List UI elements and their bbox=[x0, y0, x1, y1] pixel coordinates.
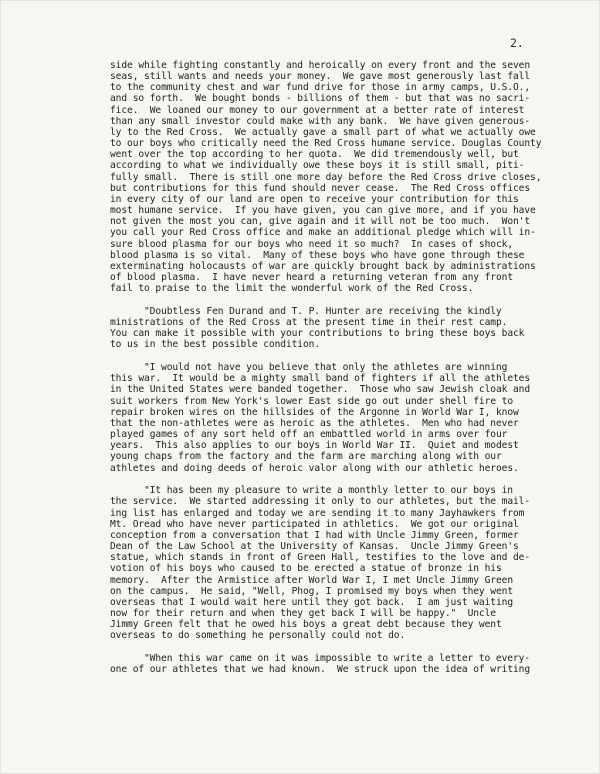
document-body bbox=[110, 60, 542, 676]
text-line: than any small investor could make with any bank. We have given generous- bbox=[110, 115, 531, 127]
text-line: ministrations of the Red Cross at the present time in their rest camp. bbox=[110, 317, 508, 329]
text-line: to us in the best possible condition. bbox=[110, 339, 321, 351]
text-line: "Doubtless Fen Durand and T. P. Hunter are receiving the kindly bbox=[144, 305, 502, 317]
text-line: blood plasma is so vital. Many of these boys who have gone through these bbox=[110, 249, 525, 261]
text-line: athletes and doing deeds of heroic valor along with our athletic heroes. bbox=[110, 462, 519, 474]
text-line: most humane service. If you have given, you can give more, and if you have bbox=[110, 205, 536, 217]
paragraph bbox=[110, 306, 530, 351]
text-line: you call your Red Cross office and make an additional pledge which will in- bbox=[110, 227, 536, 239]
text-line: votion of his boys who caused to be erected a statue of bronze in his bbox=[110, 563, 502, 575]
text-line: ly to the Red Cross. We actually gave a small part of what we actually owe bbox=[110, 126, 536, 138]
text-line: overseas that I would wait here until they got back. I am just waiting bbox=[110, 596, 513, 608]
text-line: You can make it possible with your contributions to bring these boys back bbox=[110, 328, 525, 340]
text-line: in the United States were banded together. Those who saw Jewish cloak and bbox=[110, 384, 531, 396]
text-line: to the community chest and war fund drive for those in army camps, U.S.O., bbox=[110, 82, 531, 94]
text-line: Mt. Oread who have never participated in athletics. We got our original bbox=[110, 518, 519, 530]
text-line: played games of any sort held off an embattled world in arms over four bbox=[110, 429, 508, 441]
text-line: went over the top according to her quota. We did tremendously well, but bbox=[110, 149, 519, 161]
text-line: overseas to do something he personally could not do. bbox=[110, 630, 406, 642]
text-line: exterminating holocausts of war are quickly brought back by administrations bbox=[110, 260, 536, 272]
paragraph bbox=[110, 653, 530, 675]
text-line: "When this war came on it was impossible to write a letter to every- bbox=[144, 653, 530, 665]
text-line: "It has been my pleasure to write a monthly letter to our boys in bbox=[144, 485, 513, 497]
text-line: years. This also applies to our boys in World War II. Quiet and modest bbox=[110, 440, 519, 452]
text-line: of blood plasma. I have never heard a returning veteran from any front bbox=[110, 271, 513, 283]
text-line: Jimmy Green felt that he owed his boys a great debt because they went bbox=[110, 619, 502, 631]
text-line: but contributions for this fund should never cease. The Red Cross offices bbox=[110, 182, 531, 194]
text-line: side while fighting constantly and heroically on every front and the seven bbox=[110, 60, 531, 71]
paragraph bbox=[110, 60, 542, 295]
paragraph bbox=[110, 362, 530, 474]
text-line: fice. We loaned our money to our government at a better rate of interest bbox=[110, 104, 525, 116]
paragraph-gap bbox=[110, 351, 530, 363]
paragraph-gap bbox=[110, 474, 530, 486]
text-line: and so forth. We bought bonds - billions of them - but that was no sacri- bbox=[110, 93, 531, 105]
text-line: suit workers from New York's lower East side go out under shell fire to bbox=[110, 395, 513, 407]
text-line: conception from a conversation that I had with Uncle Jimmy Green, former bbox=[110, 529, 519, 541]
text-line: memory. After the Armistice after World War I, I met Uncle Jimmy Green bbox=[110, 574, 513, 586]
text-line: statue, which stands in front of Green Hall, testifies to the love and de- bbox=[110, 552, 531, 564]
text-line: now for their return and when they get back I will be happy." Uncle bbox=[110, 607, 496, 619]
text-line: according to what we individually owe these boys it is still small, piti- bbox=[110, 160, 525, 172]
text-line: not given the most you can, give again and it will not be too much. Won't bbox=[110, 216, 531, 228]
text-line: this war. It would be a mighty small band of fighters if all the athletes bbox=[110, 373, 531, 385]
text-line: fully small. There is still one more day before the Red Cross drive closes, bbox=[110, 171, 542, 183]
paragraph bbox=[110, 485, 530, 641]
text-line: fail to praise to the limit the wonderful work of the Red Cross. bbox=[110, 283, 474, 295]
paragraph-gap bbox=[110, 641, 530, 653]
text-line: Dean of the Law School at the University of Kansas. Uncle Jimmy Green's bbox=[110, 541, 519, 553]
text-line: in every city of our land are open to receive your contribution for this bbox=[110, 193, 519, 205]
text-line: "I would not have you believe that only the athletes are winning bbox=[144, 362, 508, 374]
text-line: the service. We started addressing it only to our athletes, but the mail- bbox=[110, 496, 531, 508]
text-line: seas, still wants and needs your money. We gave most generously last fall bbox=[110, 71, 531, 83]
text-line: that the non-athletes were as heroic as the athletes. Men who had never bbox=[110, 417, 519, 429]
paragraph-gap bbox=[110, 294, 530, 306]
text-line: on the campus. He said, "Well, Phog, I promised my boys when they went bbox=[110, 585, 513, 597]
text-line: sure blood plasma for our boys who need it so much? In cases of shock, bbox=[110, 238, 513, 250]
text-line: repair broken wires on the hillsides of the Argonne in World War I, know bbox=[110, 406, 519, 418]
text-line: to our boys who critically need the Red Cross humane service. Douglas County bbox=[110, 138, 542, 150]
text-line: one of our athletes that we had known. We struck upon the idea of writing bbox=[110, 664, 531, 676]
text-line: young chaps from the factory and the farm are marching along with our bbox=[110, 451, 502, 463]
page-number: 2. bbox=[510, 36, 524, 50]
text-line: ing list has enlarged and today we are sending it to many Jayhawkers from bbox=[110, 507, 525, 519]
